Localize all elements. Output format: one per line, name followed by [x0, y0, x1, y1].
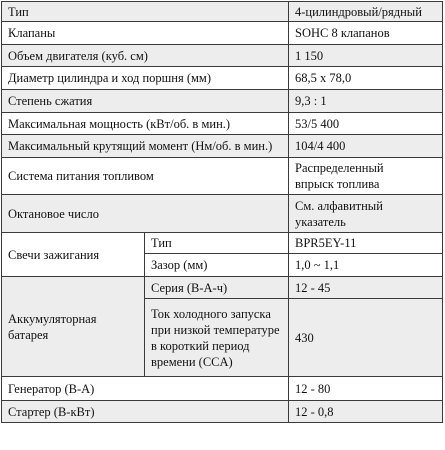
row-value: 1,0 ~ 1,1	[289, 254, 443, 277]
sub-label-line: времени (CCA)	[151, 354, 233, 369]
row-label: Диаметр цилиндра и ход поршня (мм)	[2, 67, 289, 90]
row-label: Клапаны	[2, 22, 289, 45]
table-row-fuel-system	[2, 158, 443, 195]
row-label: Стартер (В-кВт)	[2, 401, 289, 423]
sub-label: Серия (В-А-ч)	[145, 277, 289, 299]
row-value: 12 - 0,8	[289, 401, 443, 423]
table-row-octane	[2, 195, 443, 233]
row-value: 9,3 : 1	[289, 90, 443, 113]
row-value: 12 - 45	[289, 277, 443, 299]
row-label	[2, 277, 145, 377]
engine-spec-table	[1, 1, 443, 423]
row-value: SOHC 8 клапанов	[289, 22, 443, 45]
table-row-valves	[2, 22, 443, 45]
row-label: Степень сжатия	[2, 90, 289, 113]
row-value: 4-цилиндровый/рядный	[289, 2, 443, 22]
table-row-spark-type	[2, 233, 443, 254]
table-row-max-torque	[2, 135, 443, 158]
row-label-line: батарея	[8, 327, 49, 342]
row-value-line: Распределенный	[295, 161, 384, 175]
table-row-max-power	[2, 113, 443, 135]
row-label: Максимальный крутящий момент (Нм/об. в мин.)	[2, 135, 289, 158]
row-value: 1 150	[289, 45, 443, 67]
row-value	[289, 158, 443, 195]
row-label: Генератор (В-А)	[2, 377, 289, 401]
row-value: 104/4 400	[289, 135, 443, 158]
table-row-bore-stroke	[2, 67, 443, 90]
table-row-compression	[2, 90, 443, 113]
row-label: Свечи зажигания	[2, 233, 145, 277]
row-value	[289, 195, 443, 233]
row-value: 430	[289, 299, 443, 377]
row-value: 53/5 400	[289, 113, 443, 135]
row-label: Октановое число	[2, 195, 289, 233]
table-row-starter	[2, 401, 443, 423]
row-value-line: См. алфавитный	[295, 198, 383, 213]
row-label: Система питания топливом	[2, 158, 289, 195]
sub-label	[145, 299, 289, 377]
row-label-line: Аккумуляторная	[8, 311, 97, 326]
row-label: Объем двигателя (куб. см)	[2, 45, 289, 67]
row-value-line: впрыск топлива	[295, 177, 380, 191]
row-label: Максимальная мощность (кВт/об. в мин.)	[2, 113, 289, 135]
table-row-generator	[2, 377, 443, 401]
sub-label-line: Ток холодного запуска	[151, 306, 271, 321]
row-value: 12 - 80	[289, 377, 443, 401]
sub-label-line: в короткий период	[151, 338, 250, 353]
row-value: 68,5 x 78,0	[289, 67, 443, 90]
sub-label-line: при низкой температуре	[151, 322, 280, 337]
row-value: BPR5EY-11	[289, 233, 443, 254]
row-value-line: указатель	[295, 214, 346, 229]
sub-label: Тип	[145, 233, 289, 254]
table-row-displacement	[2, 45, 443, 67]
table-row-type	[2, 2, 443, 22]
table-row-battery-series	[2, 277, 443, 299]
sub-label: Зазор (мм)	[145, 254, 289, 277]
row-label: Тип	[2, 2, 289, 22]
